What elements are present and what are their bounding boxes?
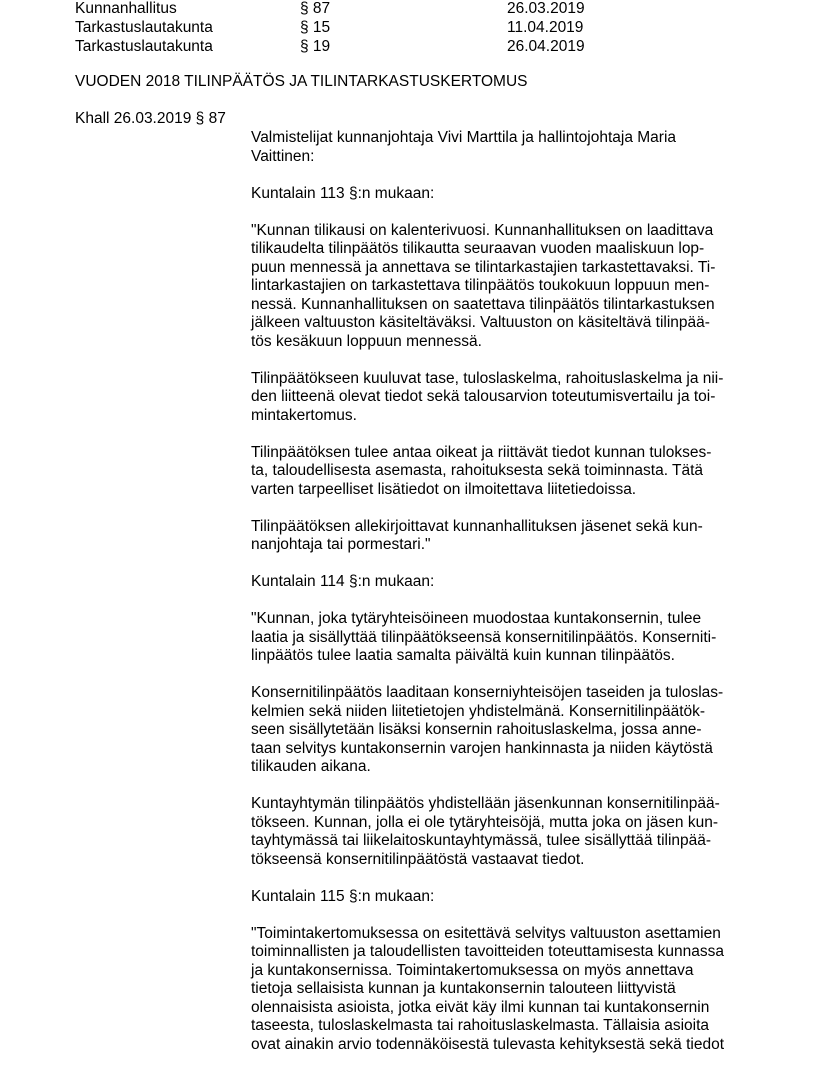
- paragraph-line: olennaisista asioista, jotka eivät käy ilmi kunnan tai kuntakonsernin: [251, 998, 710, 1016]
- history-section: § 15: [300, 19, 331, 36]
- paragraph-line: taseesta, tuloslaskelmasta tai rahoituslaskelmasta. Tällaisia asioita: [251, 1017, 710, 1034]
- paragraph-line: den liitteenä olevat tiedot sekä talousarvion toteutumisvertailu ja toi-: [251, 388, 716, 405]
- paragraph-line: tietoja sellaisista kunnan ja kuntakonsernin talouteen liittyvistä: [251, 980, 676, 997]
- body-paragraph: [251, 795, 751, 869]
- paragraph-line: taan selvitys kuntakonsernin varojen hankinnasta ja niiden käytöstä: [251, 739, 713, 757]
- paragraph-line: ta, taloudellisesta asemasta, rahoituksesta sekä toiminnasta. Tätä: [251, 462, 704, 479]
- paragraph-line: tökseen. Kunnan, jolla ei ole tytäryhteisöjä, mutta joka on jäsen kun-: [251, 813, 718, 831]
- paragraph-line: laatia ja sisällyttää tilinpäätökseensä konsernitilinpäätös. Konserniti-: [251, 628, 717, 646]
- document-title: VUODEN 2018 TILINPÄÄTÖS JA TILINTARKASTUSKERTOMUS: [75, 73, 528, 90]
- paragraph-line: lintarkastajien on tarkastettava tilinpäätös toukokuun loppuun men-: [251, 277, 710, 294]
- history-body: Kunnanhallitus: [75, 0, 177, 17]
- history-section: § 19: [300, 38, 331, 55]
- paragraph-line: seen sisällytetään lisäksi konsernin rahoituslaskelma, jossa anne-: [251, 721, 702, 738]
- paragraph-line: tös kesäkuun loppuun mennessä.: [251, 332, 482, 350]
- body-paragraph: [251, 888, 751, 907]
- body-paragraph: [251, 222, 751, 352]
- body-paragraph: [251, 684, 751, 777]
- history-date: 26.04.2019: [507, 38, 585, 55]
- body-paragraph: [251, 610, 751, 666]
- paragraph-line: tayhtymässä tai liikelaitoskuntayhtymässä, tulee sisällyttää tilinpää-: [251, 832, 712, 849]
- paragraph-line: ovat ainakin arvio todennäköisestä tulevasta kehityksestä sekä tiedot: [251, 1035, 725, 1053]
- body-paragraph: [251, 129, 751, 166]
- paragraph-line: mintakertomus.: [251, 406, 357, 424]
- paragraph-line: jälkeen valtuuston käsiteltäväksi. Valtuuston on käsiteltävä tilinpää-: [251, 314, 710, 331]
- paragraph-line: Valmistelijat kunnanjohtaja Vivi Marttila ja hallintojohtaja Maria: [251, 129, 677, 146]
- paragraph-line: Tilinpäätöksen tulee antaa oikeat ja riittävät tiedot kunnan tulokses-: [251, 443, 712, 461]
- history-date: 26.03.2019: [507, 0, 585, 17]
- paragraph-line: Vaittinen:: [251, 147, 315, 165]
- history-body: Tarkastuslautakunta: [75, 38, 213, 55]
- meeting-reference: Khall 26.03.2019 § 87: [75, 110, 226, 127]
- history-body: Tarkastuslautakunta: [75, 19, 213, 36]
- paragraph-line: "Toimintakertomuksessa on esitettävä selvitys valtuuston asettamien: [251, 924, 721, 942]
- paragraph-line: nanjohtaja tai pormestari.": [251, 536, 431, 553]
- document-body: [251, 129, 751, 1073]
- body-paragraph: [251, 573, 751, 592]
- paragraph-line: toiminnallisten ja taloudellisten tavoitteiden toteuttamisesta kunnassa: [251, 943, 725, 960]
- paragraph-line: ja kuntakonsernissa. Toimintakertomuksessa on myös annettava: [251, 961, 694, 979]
- body-paragraph: [251, 518, 751, 555]
- paragraph-line: Kuntayhtymän tilinpäätös yhdistellään jäsenkunnan konsernitilinpää-: [251, 795, 720, 812]
- paragraph-line: tilikauden aikana.: [251, 758, 371, 775]
- paragraph-line: Kuntalain 113 §:n mukaan:: [251, 184, 435, 202]
- paragraph-line: "Kunnan, joka tytäryhteisöineen muodostaa kuntakonsernin, tulee: [251, 610, 702, 627]
- body-paragraph: [251, 444, 751, 500]
- paragraph-line: nessä. Kunnanhallituksen on saatettava tilinpäätös tilintarkastuksen: [251, 295, 715, 313]
- paragraph-line: Kuntalain 115 §:n mukaan:: [251, 887, 435, 905]
- paragraph-line: "Kunnan tilikausi on kalenterivuosi. Kunnanhallituksen on laadittava: [251, 221, 714, 239]
- paragraph-line: linpäätös tulee laatia samalta päivältä kuin kunnan tilinpäätös.: [251, 647, 675, 664]
- history-date: 11.04.2019: [507, 19, 584, 36]
- paragraph-line: Kuntalain 114 §:n mukaan:: [251, 573, 435, 590]
- paragraph-line: Konsernitilinpäätös laaditaan konserniyhteisöjen taseiden ja tuloslas-: [251, 684, 724, 701]
- history-section: § 87: [300, 0, 331, 17]
- paragraph-line: tilikaudelta tilinpäätös tilikautta seuraavan vuoden maaliskuun lop-: [251, 240, 705, 257]
- body-paragraph: [251, 185, 751, 204]
- paragraph-line: puun mennessä ja annettava se tilintarkastajien tarkastettavaksi. Ti-: [251, 258, 716, 276]
- body-paragraph: [251, 925, 751, 1055]
- paragraph-line: Tilinpäätöksen allekirjoittavat kunnanhallituksen jäsenet sekä kun-: [251, 517, 703, 535]
- paragraph-line: varten tarpeelliset lisätiedot on ilmoitettava liitetiedoissa.: [251, 480, 637, 498]
- paragraph-line: Tilinpäätökseen kuuluvat tase, tuloslaskelma, rahoituslaskelma ja nii-: [251, 369, 724, 387]
- paragraph-line: tökseensä konsernitilinpäätöstä vastaavat tiedot.: [251, 850, 585, 868]
- body-paragraph: [251, 370, 751, 426]
- paragraph-line: kelmien sekä niiden liitetietojen yhdistelmänä. Konsernitilinpäätök-: [251, 702, 706, 720]
